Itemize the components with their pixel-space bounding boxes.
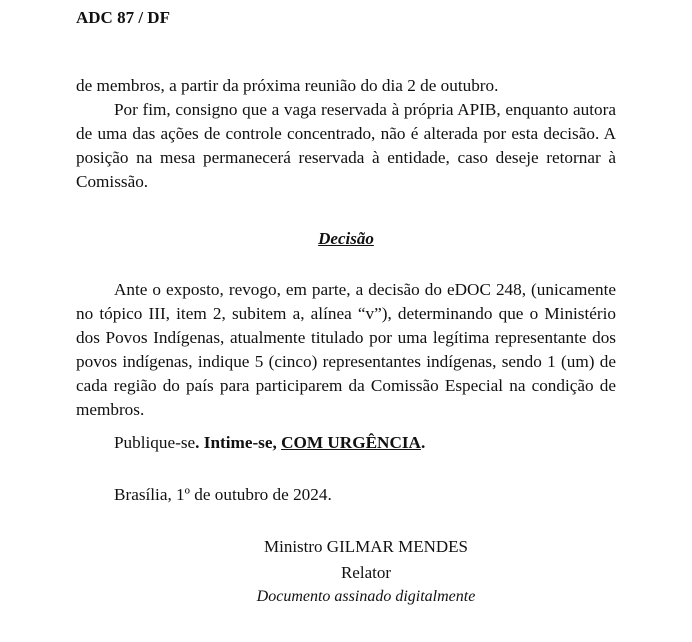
section-title-decisao <box>0 229 692 249</box>
intime-text: Intime-se, <box>199 433 282 452</box>
case-header: ADC 87 / DF <box>76 8 170 27</box>
signature-name: Ministro GILMAR MENDES <box>263 537 468 556</box>
signature-role: Relator <box>340 563 392 582</box>
publique-dot: . <box>195 433 200 452</box>
paragraph-decision: Ante o exposto, revogo, em parte, a decisão do eDOC 248, (unicamente no tópico III, item 2, subitem a, alínea “v”), determinando que o Ministério dos Povos Indígenas, atualmente titulado por uma legítima representante dos povos indígenas, indique 5 (cinco) representantes indígenas, sendo 1 (um) de cada região do país para participarem da Comissão Especial na condição de membros. <box>76 280 616 419</box>
section-title-text: Decisão <box>318 229 374 248</box>
place-date: Brasília, 1º de outubro de 2024. <box>114 485 332 504</box>
signature-note: Documento assinado digitalmente <box>256 588 476 605</box>
paragraph-continuation: de membros, a partir da próxima reunião do dia 2 de outubro. <box>76 76 499 95</box>
publique-text: Publique-se <box>114 433 196 452</box>
urgencia-text: COM URGÊNCIA <box>281 433 421 452</box>
final-dot: . <box>420 433 426 452</box>
paragraph-por-fim: Por fim, consigno que a vaga reservada à própria APIB, enquanto autora de uma das ações de controle concentrado, não é alterada por esta decisão. A posição na mesa permanecerá reservada à entidade, caso deseje retornar à Comissão. <box>76 100 616 191</box>
publication-line <box>76 431 616 455</box>
